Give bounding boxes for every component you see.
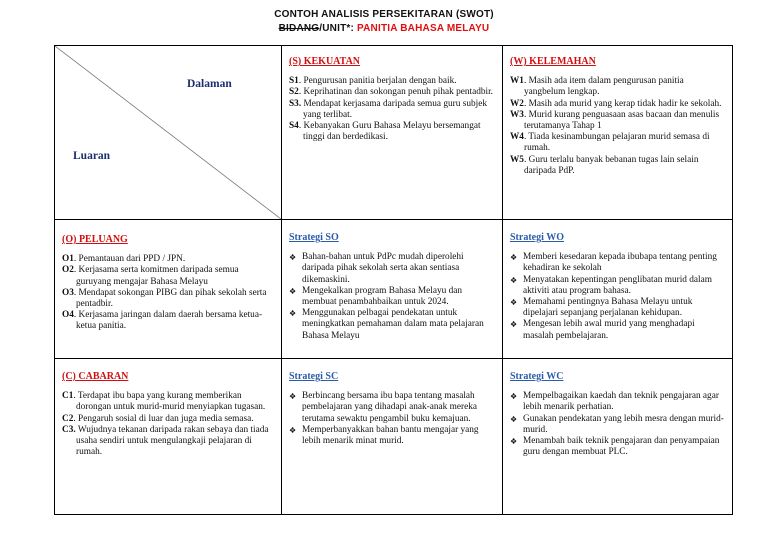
opportunities-cell: [55, 220, 282, 359]
weaknesses-item-text: . Guru terlalu banyak bebanan tugas lain selain daripada PdP.: [523, 154, 699, 176]
sc-bullet-item: [289, 391, 495, 425]
wc-bullet-text: Mempelbagaikan kaedah dan teknik pengajaran agar lebih menarik perhatian.: [523, 391, 719, 413]
weaknesses-item-code: W2: [510, 98, 524, 109]
document-subtitle: [0, 23, 768, 34]
diamond-bullet-icon: ❖: [510, 298, 518, 308]
so-title: Strategi SO: [289, 232, 339, 243]
weaknesses-item-text: . Masih ada item dalam pengurusan panitia yangbelum lengkap.: [523, 76, 684, 98]
threats-cell: [55, 359, 282, 515]
diamond-bullet-icon: ❖: [510, 437, 518, 447]
strengths-item-code: S1: [289, 76, 299, 87]
opportunities-item: [62, 288, 274, 310]
strengths-item-text: Mendapat kerjasama daripada semua guru subjek yang terlibat.: [301, 98, 488, 120]
diamond-bullet-icon: ❖: [289, 253, 297, 263]
diamond-bullet-icon: ❖: [289, 425, 297, 435]
corner-luaran-label: Luaran: [73, 150, 111, 162]
wo-bullet-item: [510, 252, 725, 274]
weaknesses-item-text: . Masih ada murid yang kerap tidak hadir ke sekolah.: [523, 98, 722, 109]
so-bullet-item: [289, 252, 495, 286]
wo-bullet-text: Menyatakan kepentingan penglibatan murid dalam aktiviti atau program bahasa.: [523, 274, 712, 296]
opportunities-item-text: . Kerjasama serta komitmen daripada semua guruyang mengajar Bahasa Melayu: [73, 265, 239, 287]
wc-bullet-item: [510, 414, 725, 436]
strengths-item: [289, 76, 495, 87]
so-cell: [282, 220, 503, 359]
opportunities-item: [62, 265, 274, 287]
so-bullet-item: [289, 286, 495, 308]
wo-bullet-text: Memberi kesedaran kepada ibubapa tentang penting kehadiran ke sekolah: [523, 252, 717, 274]
wc-title: Strategi WC: [510, 371, 564, 382]
wc-cell: [503, 359, 733, 515]
strengths-item: [289, 87, 495, 98]
wc-bullet-item: [510, 391, 725, 413]
opportunities-item-text: . Mendapat sokongan PIBG dan pihak sekolah serta pentadbir.: [73, 287, 267, 310]
threats-item-code: C1: [62, 391, 74, 402]
strengths-item: [289, 99, 495, 121]
diamond-bullet-icon: ❖: [510, 392, 518, 402]
wo-title: Strategi WO: [510, 232, 564, 243]
sc-bullet-text: Berbincang bersama ibu bapa tentang masalah pembelajaran yang dihadapi anak-anak mereka terutama sewaktu pengambil buku kemajuan.: [302, 391, 478, 424]
threats-item: [62, 414, 274, 425]
weaknesses-item-code: W4: [510, 132, 524, 143]
wo-list: [510, 252, 725, 342]
strengths-item-code: S4: [289, 121, 299, 132]
sc-list: [289, 391, 495, 447]
diamond-bullet-icon: ❖: [510, 414, 518, 424]
wo-cell: [503, 220, 733, 359]
threats-item-text: . Pengaruh sosial di luar dan juga media semasa.: [73, 413, 254, 424]
diamond-bullet-icon: ❖: [289, 286, 297, 296]
strengths-list: [289, 76, 495, 143]
threats-item: [62, 425, 274, 459]
document-title: CONTOH ANALISIS PERSEKITARAN (SWOT): [274, 9, 494, 20]
wc-bullet-text: Menambah baik teknik pengajaran dan penyampaian guru dengan membuat PLC.: [523, 436, 720, 458]
weaknesses-list: [510, 76, 725, 177]
opportunities-item-code: O3: [62, 287, 74, 298]
so-bullet-text: Menggunakan pelbagai pendekatan untuk meningkatkan pemahaman dalam mata pelajaran Bahasa Melayu: [302, 308, 484, 341]
strengths-item-text: . Keprihatinan dan sokongan penuh pihak pentadbir.: [298, 87, 493, 98]
opportunities-item: [62, 310, 274, 332]
diamond-bullet-icon: ❖: [289, 309, 297, 319]
weaknesses-item-code: W5: [510, 154, 524, 165]
strengths-item-code: S2: [289, 87, 299, 98]
wo-bullet-item: [510, 319, 725, 341]
wo-bullet-item: [510, 297, 725, 319]
wo-bullet-text: Mengesan lebih awal murid yang menghadapi masalah pembelajaran.: [523, 319, 695, 341]
diagonal-line: [55, 46, 281, 219]
subtitle-struck-prefix: BIDANG: [278, 23, 320, 34]
threats-title: (C) CABARAN: [62, 371, 129, 382]
weaknesses-item: [510, 99, 725, 110]
wc-bullet-text: Gunakan pendekatan yang lebih mesra dengan murid-murid.: [523, 413, 724, 435]
diamond-bullet-icon: ❖: [510, 275, 518, 285]
weaknesses-item: [510, 132, 725, 154]
subtitle-value: PANITIA BAHASA MELAYU: [357, 23, 490, 34]
opportunities-item-text: . Pemantauan dari PPD / JPN.: [73, 254, 186, 265]
corner-dalaman-label: Dalaman: [187, 78, 232, 90]
strengths-title: (S) KEKUATAN: [289, 56, 361, 67]
strengths-item: [289, 121, 495, 143]
strengths-item-text: . Pengurusan panitia berjalan dengan baik.: [298, 76, 457, 87]
weaknesses-item-code: W1: [510, 76, 524, 87]
weaknesses-title: (W) KELEMAHAN: [510, 56, 596, 67]
diamond-bullet-icon: ❖: [289, 392, 297, 402]
so-bullet-item: [289, 308, 495, 342]
threats-item-code: C2: [62, 413, 74, 424]
opportunities-item-code: O1: [62, 254, 74, 265]
wo-bullet-text: Memahami pentingnya Bahasa Melayu untuk dipelajari sepanjang perjalanan kehidupan.: [523, 297, 693, 319]
swot-table: [54, 45, 733, 515]
threats-list: [62, 391, 274, 458]
strengths-item-code: S3.: [289, 98, 302, 109]
opportunities-list: [62, 254, 274, 332]
opportunities-item-code: O4: [62, 310, 74, 321]
diamond-bullet-icon: ❖: [510, 253, 518, 263]
sc-cell: [282, 359, 503, 515]
so-list: [289, 252, 495, 342]
threats-item-text: . Terdapat ibu bapa yang kurang memberikan dorongan untuk murid-murid menyiapkan tugasan.: [73, 391, 266, 413]
weaknesses-item-text: . Tiada kesinambungan pelajaran murid semasa di rumah.: [523, 132, 710, 154]
sc-title: Strategi SC: [289, 371, 339, 382]
sc-bullet-item: [289, 425, 495, 447]
threats-item-text: Wujudnya tekanan daripada rakan sebaya dan tiada usaha sendiri untuk mengulangkaji pelajaran di rumah.: [75, 424, 269, 458]
opportunities-item-code: O2: [62, 265, 74, 276]
subtitle-prefix: /UNIT*:: [319, 23, 355, 34]
so-bullet-text: Mengekalkan program Bahasa Melayu dan membuat penambahbaikan untuk 2024.: [302, 285, 463, 308]
wo-bullet-item: [510, 275, 725, 297]
so-bullet-text: Bahan-bahan untuk PdPc mudah diperolehi daripada pihak sekolah serta akan sentiasa dikemaskini.: [302, 252, 464, 285]
weaknesses-item-code: W3: [510, 109, 524, 120]
wc-bullet-item: [510, 436, 725, 458]
strengths-item-text: . Kebanyakan Guru Bahasa Melayu bersemangat tinggi dan berdedikasi.: [298, 121, 481, 143]
opportunities-item: [62, 254, 274, 265]
weaknesses-item: [510, 110, 725, 132]
opportunities-item-text: . Kerjasama jaringan dalam daerah bersama ketua-ketua panitia.: [73, 310, 263, 332]
strengths-cell: [282, 46, 503, 220]
weaknesses-item-text: . Murid kurang penguasaan asas bacaan dan menulis terutamanya Tahap 1: [523, 109, 720, 132]
corner-cell: [55, 46, 282, 220]
wc-list: [510, 391, 725, 458]
diamond-bullet-icon: ❖: [510, 320, 518, 330]
opportunities-title: (O) PELUANG: [62, 234, 128, 245]
sc-bullet-text: Memperbanyakkan bahan bantu mengajar yang lebih menarik minat murid.: [302, 424, 479, 447]
weaknesses-item: [510, 155, 725, 177]
threats-item: [62, 391, 274, 413]
weaknesses-cell: [503, 46, 733, 220]
threats-item-code: C3.: [62, 424, 76, 435]
weaknesses-item: [510, 76, 725, 98]
